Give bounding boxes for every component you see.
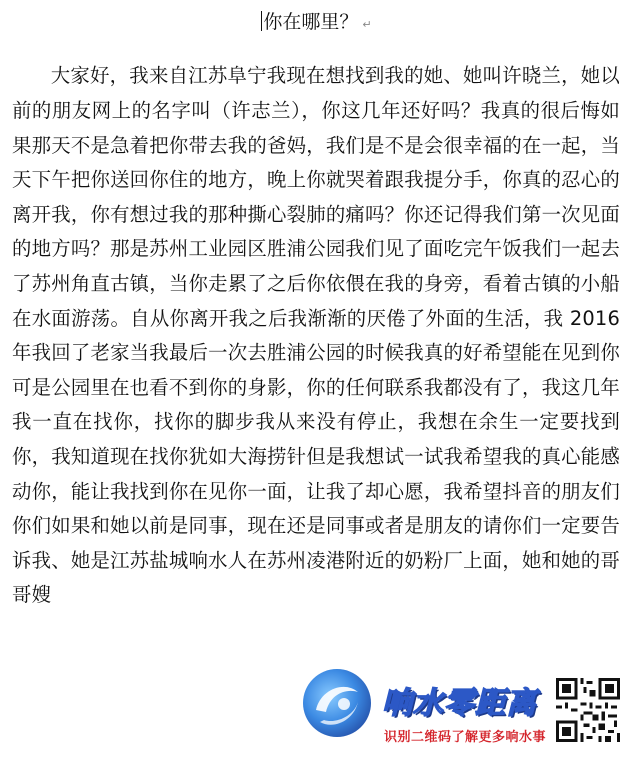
watermark-brand-name: 响水零距离 bbox=[382, 686, 537, 721]
document-body-paragraph: 大家好，我来自江苏阜宁我现在想找到我的她、她叫许晓兰，她以前的朋友网上的名字叫（许志兰），你这几年还好吗？我真的很后悔如果那天不是急着把你带去我的爸妈，我们是不是会很幸福的在一起，当天下午把你送回你住的地方，晚上你就哭着跟我提分手，你真的忍心的离开我，你有想过我的那种撕心裂肺的痛吗？你还记得我们第一次见面的地方吗？那是苏州工业园区胜浦公园我们见了面吃完午饭我们一起去了苏州角直古镇，当你走累了之后你依偎在我的身旁，看着古镇的小船在水面游荡。自从你离开我之后我渐渐的厌倦了外面的生活，我 2016 年我回了老家当我最后一次去胜浦公园的时候我真的好希望能在见到你可是公园里在也看不到你的身影，你的任何联系我都没有了，我这几年我一直在找你，找你的脚步我从来没有停止，我想在余生一定要找到你，我知道现在找你犹如大海捞针但是我想试一试我希望我的真心能感动你，能让我找到你在见你一面，让我了却心愿，我希望抖音的朋友们你们如果和她以前是同事，现在还是同事或者是朋友的请你们一定要告诉我、她是江苏盐城响水人在苏州凌港附近的奶粉厂上面，她和她的哥哥嫂 bbox=[12, 64, 620, 607]
qr-code-icon[interactable] bbox=[556, 678, 620, 742]
document-title: 你在哪里？ bbox=[263, 11, 359, 33]
paragraph-mark-icon: ↵ bbox=[362, 18, 372, 31]
blue-swirl-logo-icon bbox=[300, 666, 374, 740]
document-title-row bbox=[0, 10, 633, 37]
watermark-tagline: 识别二维码了解更多响水事 bbox=[384, 730, 547, 745]
watermark-overlay bbox=[300, 660, 633, 759]
